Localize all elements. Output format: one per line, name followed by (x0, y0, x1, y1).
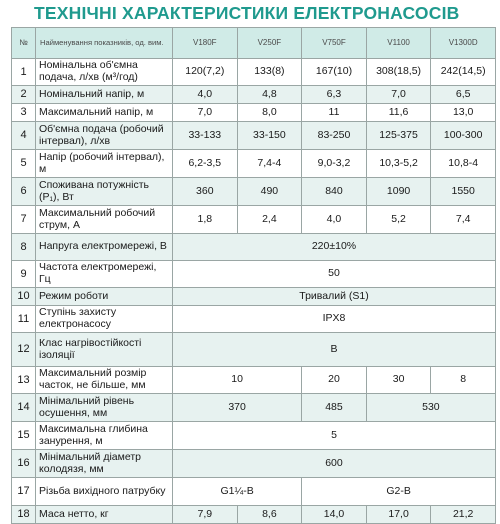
row-group-value: 8 (431, 367, 496, 394)
row-merged-value: B (173, 333, 496, 367)
table-row (12, 333, 496, 367)
row-merged-value: Тривалий (S1) (173, 288, 496, 306)
row-value: 4,0 (302, 206, 367, 234)
row-group-value: 20 (302, 367, 367, 394)
row-number: 9 (12, 261, 36, 288)
row-merged-value: IPX8 (173, 306, 496, 333)
row-parameter: Об'ємна подача (робочий інтервал), л/хв (36, 122, 173, 150)
row-parameter: Максимальний робочий струм, А (36, 206, 173, 234)
row-value: 7,4 (431, 206, 496, 234)
table-row (12, 59, 496, 86)
row-parameter: Клас нагрівостійкості ізоляції (36, 333, 173, 367)
table-row (12, 122, 496, 150)
table-row (12, 150, 496, 178)
row-value: 6,2-3,5 (173, 150, 238, 178)
row-value: 120(7,2) (173, 59, 238, 86)
row-number: 5 (12, 150, 36, 178)
specifications-table (11, 27, 496, 524)
page-title: ТЕХНІЧНІ ХАРАКТЕРИСТИКИ ЕЛЕКТРОНАСОСІВ (34, 3, 460, 23)
row-value: 7,0 (366, 86, 431, 104)
row-number: 12 (12, 333, 36, 367)
row-value: 1,8 (173, 206, 238, 234)
row-number: 11 (12, 306, 36, 333)
row-number: 13 (12, 367, 36, 394)
header-model: V250F (237, 28, 302, 59)
row-value: 308(18,5) (366, 59, 431, 86)
row-value: 7,9 (173, 506, 238, 524)
row-number: 2 (12, 86, 36, 104)
row-merged-value: 220±10% (173, 234, 496, 261)
table-row (12, 422, 496, 450)
row-number: 17 (12, 478, 36, 506)
row-number: 7 (12, 206, 36, 234)
row-value: 33-133 (173, 122, 238, 150)
row-parameter: Мінімальний рівень осушення, мм (36, 394, 173, 422)
header-model: V1100 (366, 28, 431, 59)
row-group-value: G1¼-B (173, 478, 302, 506)
row-number: 10 (12, 288, 36, 306)
row-value: 840 (302, 178, 367, 206)
row-number: 18 (12, 506, 36, 524)
row-value: 100-300 (431, 122, 496, 150)
header-number: № (12, 28, 36, 59)
table-row (12, 367, 496, 394)
row-number: 8 (12, 234, 36, 261)
row-value: 17,0 (366, 506, 431, 524)
header-model: V180F (173, 28, 238, 59)
table-row (12, 104, 496, 122)
row-parameter: Режим роботи (36, 288, 173, 306)
row-number: 6 (12, 178, 36, 206)
row-value: 11,6 (366, 104, 431, 122)
row-value: 2,4 (237, 206, 302, 234)
table-row (12, 288, 496, 306)
row-merged-value: 5 (173, 422, 496, 450)
table-header-row (12, 28, 496, 59)
row-number: 3 (12, 104, 36, 122)
row-parameter: Напруга електромережі, В (36, 234, 173, 261)
row-group-value: 370 (173, 394, 302, 422)
row-value: 1550 (431, 178, 496, 206)
row-parameter: Номінальна об'ємна подача, л/хв (м³/год) (36, 59, 173, 86)
row-value: 490 (237, 178, 302, 206)
row-value: 11 (302, 104, 367, 122)
row-value: 21,2 (431, 506, 496, 524)
row-value: 14,0 (302, 506, 367, 524)
row-value: 8,0 (237, 104, 302, 122)
row-value: 7,4-4 (237, 150, 302, 178)
row-value: 4,0 (173, 86, 238, 104)
table-row (12, 506, 496, 524)
row-value: 6,5 (431, 86, 496, 104)
row-merged-value: 600 (173, 450, 496, 478)
row-parameter: Частота електромережі, Гц (36, 261, 173, 288)
row-parameter: Максимальний напір, м (36, 104, 173, 122)
table-row (12, 206, 496, 234)
row-parameter: Максимальна глибина занурення, м (36, 422, 173, 450)
row-parameter: Маса нетто, кг (36, 506, 173, 524)
row-parameter: Ступінь захисту електронасосу (36, 306, 173, 333)
row-value: 13,0 (431, 104, 496, 122)
table-row (12, 261, 496, 288)
row-number: 14 (12, 394, 36, 422)
row-value: 9,0-3,2 (302, 150, 367, 178)
row-number: 16 (12, 450, 36, 478)
row-value: 360 (173, 178, 238, 206)
row-group-value: 30 (366, 367, 431, 394)
row-value: 4,8 (237, 86, 302, 104)
row-parameter: Різьба вихідного патрубку (36, 478, 173, 506)
row-parameter: Максимальний розмір часток, не більше, мм (36, 367, 173, 394)
row-value: 242(14,5) (431, 59, 496, 86)
row-number: 15 (12, 422, 36, 450)
row-value: 8,6 (237, 506, 302, 524)
row-value: 1090 (366, 178, 431, 206)
row-group-value: 10 (173, 367, 302, 394)
header-parameter: Найменування показників, од. вим. (36, 28, 173, 59)
row-parameter: Напір (робочий інтервал), м (36, 150, 173, 178)
row-value: 7,0 (173, 104, 238, 122)
row-value: 10,3-5,2 (366, 150, 431, 178)
row-group-value: 530 (366, 394, 495, 422)
row-value: 33-150 (237, 122, 302, 150)
table-row (12, 306, 496, 333)
row-value: 125-375 (366, 122, 431, 150)
row-value: 10,8-4 (431, 150, 496, 178)
table-row (12, 234, 496, 261)
row-number: 1 (12, 59, 36, 86)
table-row (12, 178, 496, 206)
row-parameter: Номінальний напір, м (36, 86, 173, 104)
row-value: 167(10) (302, 59, 367, 86)
table-row (12, 450, 496, 478)
header-model: V750F (302, 28, 367, 59)
row-parameter: Споживана потужність (P₁), Вт (36, 178, 173, 206)
row-value: 83-250 (302, 122, 367, 150)
row-merged-value: 50 (173, 261, 496, 288)
row-number: 4 (12, 122, 36, 150)
table-row (12, 478, 496, 506)
row-group-value: G2-B (302, 478, 496, 506)
table-row (12, 86, 496, 104)
row-parameter: Мінімальний діаметр колодязя, мм (36, 450, 173, 478)
row-value: 133(8) (237, 59, 302, 86)
row-group-value: 485 (302, 394, 367, 422)
row-value: 5,2 (366, 206, 431, 234)
table-row (12, 394, 496, 422)
header-model: V1300D (431, 28, 496, 59)
row-value: 6,3 (302, 86, 367, 104)
